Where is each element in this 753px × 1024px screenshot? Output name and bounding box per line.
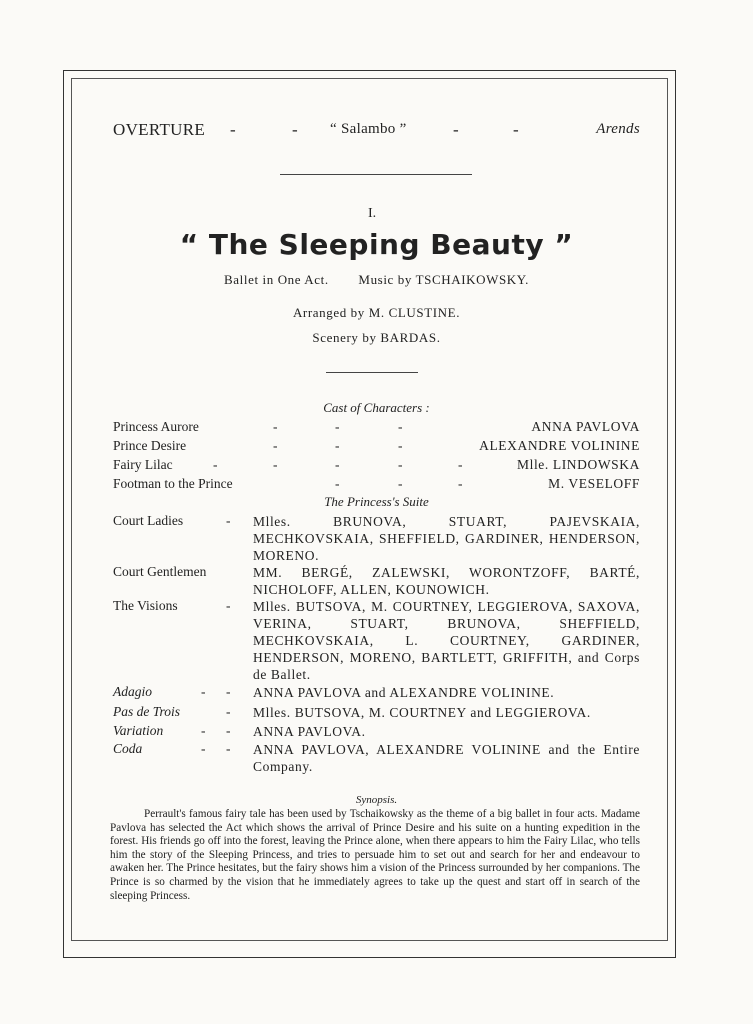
cast-role: Princess Aurore [113, 419, 199, 434]
suite-label: The Visions [113, 598, 178, 613]
cast-name: ALEXANDRE VOLININE [479, 438, 640, 453]
suite-members: ANNA PAVLOVA, ALEXANDRE VOLININE and the Entire Company. [253, 742, 640, 774]
overture-dash: - [453, 120, 459, 139]
dash: - [458, 457, 463, 472]
dash: - [226, 741, 231, 756]
cast-name: ANNA PAVLOVA [531, 419, 640, 434]
dash: - [335, 419, 340, 434]
dash: - [226, 704, 231, 719]
arranged-by: Arranged by M. CLUSTINE. [292, 305, 461, 320]
dash: - [335, 438, 340, 453]
dash: - [398, 476, 403, 491]
page-title: “ The Sleeping Beauty ” [179, 228, 574, 261]
cast-row [113, 457, 640, 477]
overture-dash: - [513, 120, 519, 139]
dash: - [398, 438, 403, 453]
suite-label: Court Gentlemen [113, 564, 207, 579]
overture-label: OVERTURE [113, 120, 206, 139]
divider [280, 174, 472, 175]
dash: - [273, 457, 278, 472]
cast-name: M. VESELOFF [548, 476, 640, 491]
dash: - [201, 684, 206, 699]
suite-label: Coda [113, 741, 143, 756]
dash: - [201, 741, 206, 756]
dash: - [226, 513, 231, 528]
suite-heading: The Princess's Suite [324, 494, 429, 509]
dash: - [273, 438, 278, 453]
dash: - [226, 723, 231, 738]
dash: - [213, 457, 218, 472]
suite-members: ANNA PAVLOVA. [253, 724, 366, 739]
overture-dash: - [230, 120, 236, 139]
suite-label: Court Ladies [113, 513, 184, 528]
subtitle-right: Music by TSCHAIKOWSKY. [358, 272, 529, 287]
dash: - [458, 476, 463, 491]
suite-members: Mlles. BRUNOVA, STUART, PAJEVSKAIA, MECHKOVSKAIA, SHEFFIELD, GARDINER, HENDERSON, MORENO. [253, 514, 640, 563]
section-numeral: I. [368, 206, 377, 221]
suite-members: Mlles. BUTSOVA, M. COURTNEY, LEGGIEROVA, SAXOVA, VERINA, STUART, BRUNOVA, SHEFFIELD, MECHKOVSKAIA, L. COURTNEY, GARDINER, HENDERSON, MORENO, BARTLETT, GRIFFITH, and Corps de Ballet. [253, 599, 640, 682]
suite-label: Variation [113, 723, 164, 738]
dash: - [398, 419, 403, 434]
scenery-by: Scenery by BARDAS. [312, 330, 441, 345]
dash: - [398, 457, 403, 472]
overture-title: “ Salambo ” [330, 121, 407, 137]
cast-role: Prince Desire [113, 438, 187, 453]
ballet-subtitle [0, 272, 753, 288]
synopsis-text: Perrault's famous fairy tale has been used by Tschaikowsky as the theme of a big ballet in four acts. Madame Pavlova has selected the Act which shows the arrival of Prince Desire and his suite on a hunting expedition in the forest. His friends go off into the forest, leaving the Prince alone, when there appears to him the Fairy Lilac, who tells him the story of the Sleeping Princess, and tries to persuade him to set out and search for her and endeavour to awaken her. The Prince hesitates, but the fairy shows him a vision of the Princess surrounded by her companions. The Prince is so charmed by the vision that he immediately agrees to take up the quest and start off in search of the sleeping Princess. [110, 808, 640, 902]
cast-name: Mlle. LINDOWSKA [517, 457, 640, 472]
cast-role: Fairy Lilac [113, 457, 173, 472]
suite-members: Mlles. BUTSOVA, M. COURTNEY and LEGGIEROVA. [253, 705, 591, 720]
suite-label: Pas de Trois [113, 704, 181, 719]
dash: - [335, 476, 340, 491]
suite-members: ANNA PAVLOVA and ALEXANDRE VOLININE. [253, 685, 555, 700]
overture-dash: - [292, 120, 298, 139]
dash: - [273, 419, 278, 434]
cast-row [113, 419, 640, 439]
dash: - [226, 598, 231, 613]
suite-label: Adagio [113, 684, 152, 699]
dash: - [335, 457, 340, 472]
divider [326, 372, 418, 373]
cast-role: Footman to the Prince [113, 476, 233, 491]
cast-heading: Cast of Characters : [323, 400, 430, 415]
cast-row [113, 476, 640, 496]
subtitle-left: Ballet in One Act. [224, 272, 329, 287]
synopsis-heading: Synopsis. [355, 794, 398, 806]
dash: - [226, 684, 231, 699]
overture-composer: Arends [596, 121, 640, 137]
cast-row [113, 438, 640, 458]
suite-members: MM. BERGÉ, ZALEWSKI, WORONTZOFF, BARTÉ, NICHOLOFF, ALLEN, KOUNOWICH. [253, 565, 640, 597]
dash: - [201, 723, 206, 738]
